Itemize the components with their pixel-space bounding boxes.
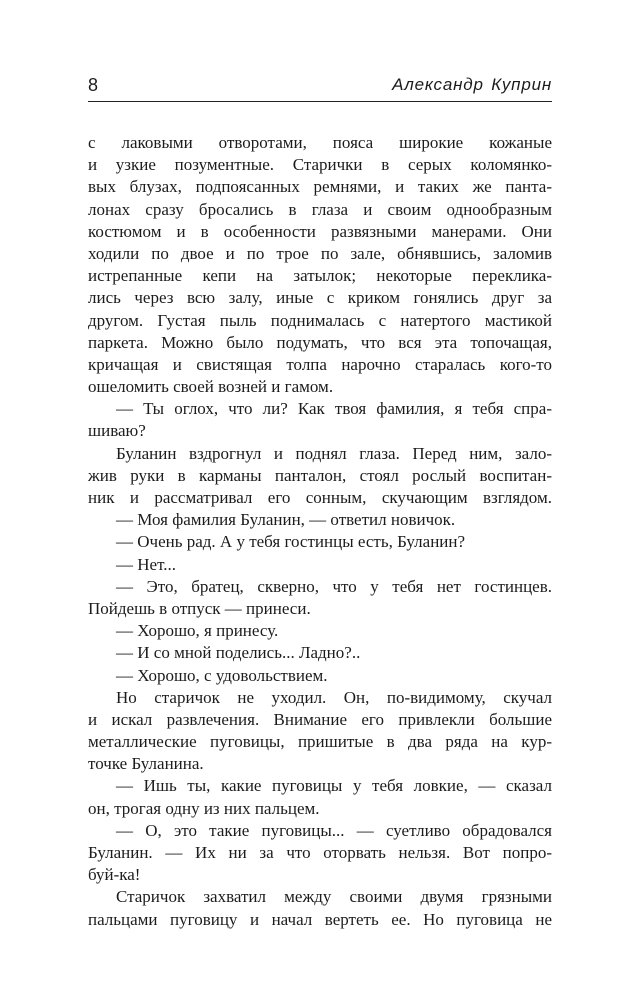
text-line: — Моя фамилия Буланин, — ответил новичок. [116, 510, 456, 530]
text-line: вых блузах, подпоясанных ремнями, и таких же панта- [88, 177, 552, 197]
text-line: точке Буланина. [88, 754, 204, 774]
text-line: паркета. Можно было подумать, что вся эта топочащая, [88, 332, 552, 352]
text-line: — Хорошо, с удовольствием. [116, 665, 328, 685]
text-line: Старичок захватил между своими двумя грязными [116, 887, 552, 907]
text-line: и искал развлечения. Внимание его привлекли большие [88, 709, 552, 729]
text-line: лонах сразу бросались в глаза и своим однообразным [88, 199, 552, 219]
text-line: костюмом и в особенности развязными манерами. Они [88, 221, 552, 241]
text-line: — О, это такие пуговицы... — суетливо обрадовался [116, 820, 552, 840]
text-line: — Ишь ты, какие пуговицы у тебя ловкие, — сказал [116, 776, 552, 796]
text-line: и узкие позументные. Старички в серых коломянко- [88, 155, 552, 175]
text-line: — Хорошо, я принесу. [116, 621, 279, 641]
text-line: Пойдешь в отпуск — принеси. [88, 598, 311, 618]
text-line: — Ты оглох, что ли? Как твоя фамилия, я тебя спра- [116, 399, 552, 419]
body-text [88, 132, 552, 931]
text-line: — И со мной поделись... Ладно?.. [116, 643, 361, 663]
text-line: жив руки в карманы панталон, стоял рослый воспитан- [88, 465, 552, 485]
text-line: металлические пуговицы, пришитые в два ряда на кур- [88, 732, 552, 752]
text-line: — Это, братец, скверно, что у тебя нет гостинцев. [116, 576, 552, 596]
running-head [88, 74, 552, 100]
text-line: ходили по двое и по трое по зале, обнявшись, заломив [88, 243, 552, 263]
header-rule [88, 101, 552, 102]
text-line: ник и рассматривал его сонным, скучающим взглядом. [88, 488, 552, 507]
text-line: другом. Густая пыль поднималась с натертого мастикой [88, 310, 552, 330]
text-line: он, трогая одну из них пальцем. [88, 798, 320, 818]
text-line: шиваю? [88, 421, 146, 441]
running-head-author: Александр Куприн [392, 75, 552, 94]
text-line: — Очень рад. А у тебя гостинцы есть, Буланин? [116, 532, 466, 552]
text-line: пальцами пуговицу и начал вертеть ее. Но пуговица не [88, 909, 552, 929]
text-line: Но старичок не уходил. Он, по-видимому, скучал [116, 687, 552, 707]
text-line: лись через всю залу, иные с криком гонялись друг за [88, 288, 552, 308]
text-line: ошеломить своей возней и гамом. [88, 377, 334, 397]
text-line: Буланин. — Их ни за что оторвать нельзя. Вот попро- [88, 843, 552, 862]
text-line: — Нет... [116, 554, 176, 574]
text-line: истрепанные кепи на затылок; некоторые переклика- [88, 266, 552, 286]
text-line: буй-ка! [88, 865, 141, 885]
text-line: с лаковыми отворотами, пояса широкие кожаные [88, 133, 552, 152]
page-number: 8 [88, 75, 99, 95]
text-line: кричащая и свистящая толпа нарочно старалась кого-то [88, 354, 552, 374]
text-line: Буланин вздрогнул и поднял глаза. Перед ним, зало- [116, 443, 552, 463]
